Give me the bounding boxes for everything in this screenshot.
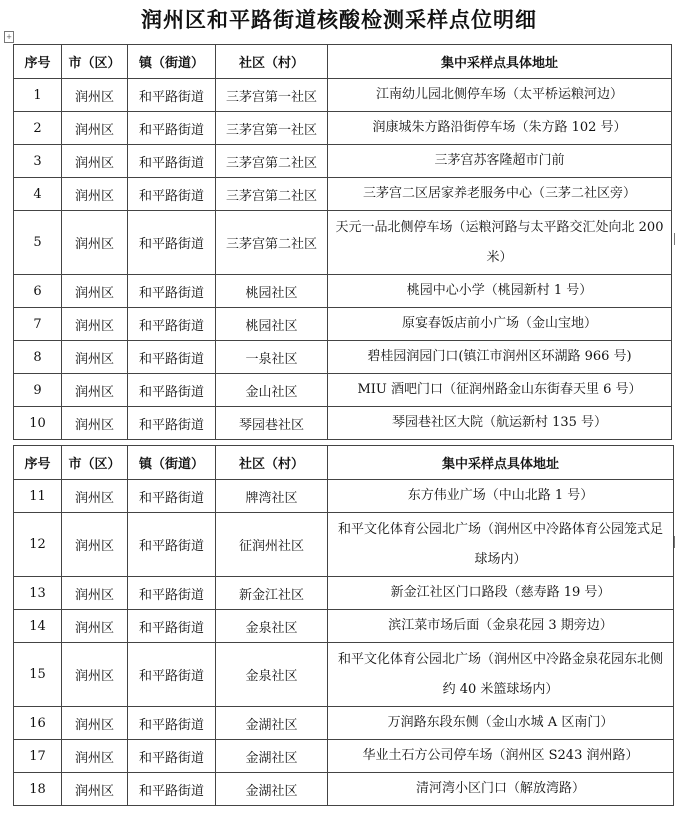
table-row — [14, 740, 674, 773]
cell-address: 和平文化体育公园北广场（润州区中冷路金泉花园东北侧约 40 米篮球场内） — [328, 643, 674, 707]
cell-city: 润州区 — [62, 643, 128, 707]
cell-city: 润州区 — [62, 112, 128, 145]
cell-address: 东方伟业广场（中山北路 1 号） — [328, 480, 674, 513]
header-community: 社区（村） — [216, 446, 328, 480]
table-row — [14, 513, 674, 577]
cell-city: 润州区 — [62, 211, 128, 275]
cell-no: 11 — [14, 480, 62, 513]
cell-no: 8 — [14, 341, 62, 374]
cell-city: 润州区 — [62, 374, 128, 407]
cell-address: 桃园中心小学（桃园新村 1 号） — [328, 275, 672, 308]
header-address: 集中采样点具体地址 — [328, 45, 672, 79]
header-city: 市（区） — [62, 446, 128, 480]
cell-town: 和平路街道 — [128, 773, 216, 806]
table-row — [14, 275, 672, 308]
table-row — [14, 643, 674, 707]
cell-community: 征润州社区 — [216, 513, 328, 577]
cell-no: 14 — [14, 610, 62, 643]
cell-address: 江南幼儿园北侧停车场（太平桥运粮河边） — [328, 79, 672, 112]
cell-address: 原宴春饭店前小广场（金山宝地） — [328, 308, 672, 341]
cell-town: 和平路街道 — [128, 513, 216, 577]
cell-no: 5 — [14, 211, 62, 275]
header-town: 镇（街道） — [128, 45, 216, 79]
cell-no: 18 — [14, 773, 62, 806]
cell-no: 7 — [14, 308, 62, 341]
header-community: 社区（村） — [216, 45, 328, 79]
sampling-sites-table-2 — [13, 445, 674, 806]
table-header-row — [14, 45, 672, 79]
table-row — [14, 577, 674, 610]
cell-community: 金湖社区 — [216, 740, 328, 773]
cell-no: 13 — [14, 577, 62, 610]
cell-community: 三茅宫第二社区 — [216, 178, 328, 211]
cell-town: 和平路街道 — [128, 577, 216, 610]
page-edge-marker — [674, 536, 678, 548]
cell-city: 润州区 — [62, 308, 128, 341]
cell-no: 3 — [14, 145, 62, 178]
cell-community: 一泉社区 — [216, 341, 328, 374]
table-row — [14, 178, 672, 211]
cell-town: 和平路街道 — [128, 211, 216, 275]
cell-town: 和平路街道 — [128, 341, 216, 374]
cell-community: 金泉社区 — [216, 610, 328, 643]
cell-community: 三茅宫第二社区 — [216, 145, 328, 178]
cell-no: 6 — [14, 275, 62, 308]
cell-community: 金湖社区 — [216, 773, 328, 806]
header-town: 镇（街道） — [128, 446, 216, 480]
cell-address: 三茅宫二区居家养老服务中心（三茅二社区旁） — [328, 178, 672, 211]
table-row — [14, 610, 674, 643]
cell-no: 2 — [14, 112, 62, 145]
cell-no: 4 — [14, 178, 62, 211]
cell-city: 润州区 — [62, 513, 128, 577]
cell-city: 润州区 — [62, 178, 128, 211]
table-header-row — [14, 446, 674, 480]
header-address: 集中采样点具体地址 — [328, 446, 674, 480]
page-title: 润州区和平路街道核酸检测采样点位明细 — [141, 8, 537, 32]
cell-town: 和平路街道 — [128, 178, 216, 211]
cell-town: 和平路街道 — [128, 740, 216, 773]
cell-address: 清河湾小区门口（解放湾路） — [328, 773, 674, 806]
cell-address: 滨江菜市场后面（金泉花园 3 期旁边） — [328, 610, 674, 643]
cell-address: 三茅宫苏客隆超市门前 — [328, 145, 672, 178]
cell-community: 金泉社区 — [216, 643, 328, 707]
cell-address: 润康城朱方路沿街停车场（朱方路 102 号） — [328, 112, 672, 145]
cell-address: 琴园巷社区大院（航运新村 135 号） — [328, 407, 672, 440]
table-row — [14, 407, 672, 440]
table-anchor-icon[interactable]: + — [4, 31, 14, 43]
cell-town: 和平路街道 — [128, 610, 216, 643]
table-row — [14, 145, 672, 178]
cell-city: 润州区 — [62, 145, 128, 178]
table-row — [14, 341, 672, 374]
header-city: 市（区） — [62, 45, 128, 79]
cell-community: 三茅宫第一社区 — [216, 79, 328, 112]
table-row — [14, 374, 672, 407]
cell-city: 润州区 — [62, 275, 128, 308]
cell-town: 和平路街道 — [128, 79, 216, 112]
table-row — [14, 211, 672, 275]
cell-community: 琴园巷社区 — [216, 407, 328, 440]
table-row — [14, 707, 674, 740]
cell-address: 碧桂园润园门口(镇江市润州区环湖路 966 号) — [328, 341, 672, 374]
cell-community: 新金江社区 — [216, 577, 328, 610]
cell-town: 和平路街道 — [128, 707, 216, 740]
cell-no: 10 — [14, 407, 62, 440]
header-no: 序号 — [14, 446, 62, 480]
cell-address: 天元一品北侧停车场（运粮河路与太平路交汇处向北 200 米） — [328, 211, 672, 275]
cell-town: 和平路街道 — [128, 275, 216, 308]
cell-community: 金山社区 — [216, 374, 328, 407]
cell-city: 润州区 — [62, 407, 128, 440]
cell-address: 万润路东段东侧（金山水城 A 区南门） — [328, 707, 674, 740]
cell-address: 和平文化体育公园北广场（润州区中冷路体育公园笼式足球场内） — [328, 513, 674, 577]
cell-no: 17 — [14, 740, 62, 773]
sampling-sites-table-1 — [13, 44, 672, 440]
cell-town: 和平路街道 — [128, 407, 216, 440]
cell-no: 15 — [14, 643, 62, 707]
cell-community: 牌湾社区 — [216, 480, 328, 513]
cell-no: 16 — [14, 707, 62, 740]
cell-town: 和平路街道 — [128, 480, 216, 513]
table-row — [14, 79, 672, 112]
table-row — [14, 480, 674, 513]
cell-town: 和平路街道 — [128, 145, 216, 178]
cell-city: 润州区 — [62, 480, 128, 513]
cell-city: 润州区 — [62, 577, 128, 610]
cell-town: 和平路街道 — [128, 112, 216, 145]
table-row — [14, 112, 672, 145]
cell-community: 三茅宫第二社区 — [216, 211, 328, 275]
cell-city: 润州区 — [62, 79, 128, 112]
cell-city: 润州区 — [62, 610, 128, 643]
table-row — [14, 308, 672, 341]
cell-address: 新金江社区门口路段（慈寿路 19 号） — [328, 577, 674, 610]
cell-town: 和平路街道 — [128, 374, 216, 407]
cell-community: 金湖社区 — [216, 707, 328, 740]
cell-address: 华业土石方公司停车场（润州区 S243 润州路） — [328, 740, 674, 773]
cell-community: 桃园社区 — [216, 275, 328, 308]
cell-address: MIU 酒吧门口（征润州路金山东街春天里 6 号） — [328, 374, 672, 407]
header-no: 序号 — [14, 45, 62, 79]
cell-no: 1 — [14, 79, 62, 112]
cell-city: 润州区 — [62, 341, 128, 374]
cell-community: 三茅宫第一社区 — [216, 112, 328, 145]
cell-no: 12 — [14, 513, 62, 577]
page-edge-marker — [674, 233, 678, 245]
cell-town: 和平路街道 — [128, 308, 216, 341]
cell-city: 润州区 — [62, 707, 128, 740]
table-row — [14, 773, 674, 806]
cell-town: 和平路街道 — [128, 643, 216, 707]
cell-city: 润州区 — [62, 773, 128, 806]
cell-community: 桃园社区 — [216, 308, 328, 341]
cell-city: 润州区 — [62, 740, 128, 773]
cell-no: 9 — [14, 374, 62, 407]
